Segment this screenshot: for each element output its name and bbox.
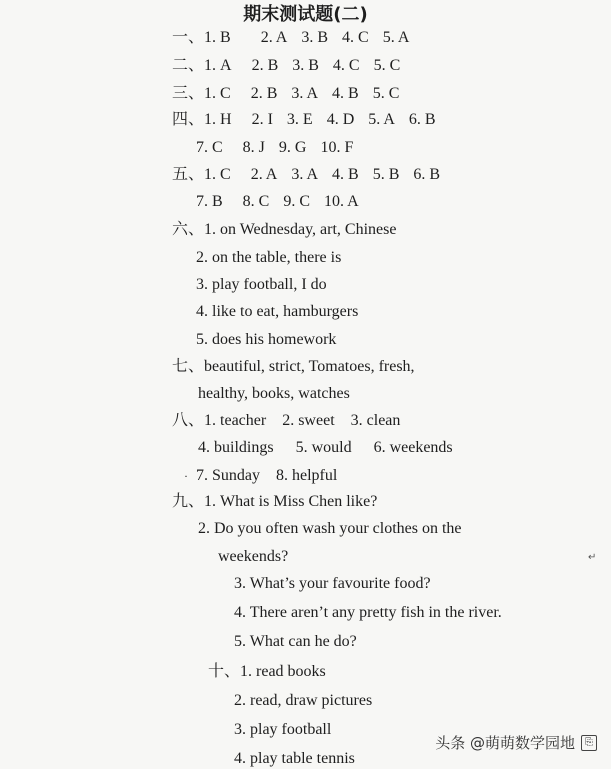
answer-item: 1. B bbox=[204, 29, 231, 46]
section-number: 四、 bbox=[172, 111, 205, 128]
answer-text: 1. What is Miss Chen like? bbox=[204, 493, 378, 510]
answer-item: 10. F bbox=[320, 139, 354, 156]
answer-item: 4. B bbox=[332, 166, 359, 183]
answer-item: 5. B bbox=[372, 166, 400, 183]
answer-item: 1. C bbox=[204, 85, 231, 102]
section-1 bbox=[172, 28, 409, 48]
answer-item: 8. J bbox=[242, 139, 265, 156]
answer-item: 1. H bbox=[204, 111, 232, 128]
section-9-line-3: 3. What’s your favourite food? bbox=[234, 575, 431, 592]
answer-item: 5. A bbox=[368, 111, 395, 128]
answer-item: 9. C bbox=[283, 193, 311, 210]
section-5-row-2 bbox=[196, 192, 359, 212]
answer-item: 3. B bbox=[301, 29, 329, 46]
answer-item: 2. sweet bbox=[282, 412, 335, 429]
answer-item: 4. buildings bbox=[198, 439, 274, 456]
section-4-row-2 bbox=[196, 138, 353, 158]
answer-item: 5. C bbox=[372, 85, 400, 102]
answer-item: 3. clean bbox=[350, 412, 401, 429]
section-8-row-1 bbox=[172, 411, 400, 431]
section-6-line-3: 3. play football, I do bbox=[196, 276, 327, 293]
answer-item: 7. Sunday bbox=[196, 467, 260, 484]
answer-item: 2. A bbox=[260, 29, 288, 46]
answer-item: 3. A bbox=[291, 85, 319, 102]
section-6-line-4: 4. like to eat, hamburgers bbox=[196, 303, 359, 320]
answer-item: 6. weekends bbox=[373, 439, 453, 456]
answer-item: 1. A bbox=[204, 57, 232, 74]
answer-item: 6. B bbox=[408, 111, 436, 128]
answer-item: 1. teacher bbox=[204, 412, 267, 429]
answer-item: 10. A bbox=[324, 193, 359, 210]
answer-text: beautiful, strict, Tomatoes, fresh, bbox=[204, 358, 415, 375]
answer-item: 4. C bbox=[342, 29, 369, 46]
section-number: 十、 bbox=[208, 663, 241, 680]
section-6-line-5: 5. does his homework bbox=[196, 331, 337, 348]
page-title: 期末测试题(二) bbox=[243, 4, 368, 25]
answer-item: 8. helpful bbox=[276, 467, 338, 484]
section-9-line-4: 4. There aren’t any pretty fish in the river. bbox=[234, 604, 502, 621]
answer-item: 4. B bbox=[332, 85, 359, 102]
section-9-line-1 bbox=[172, 492, 377, 512]
watermark bbox=[435, 732, 597, 753]
section-9-line-2: 2. Do you often wash your clothes on the bbox=[198, 520, 462, 537]
answer-text: 1. read books bbox=[240, 663, 326, 680]
paragraph-mark-icon: ↵ bbox=[588, 552, 597, 563]
section-number: 九、 bbox=[172, 493, 205, 510]
answer-item: 2. I bbox=[251, 111, 273, 128]
section-10-line-4: 4. play table tennis bbox=[234, 750, 355, 767]
section-number: 八、 bbox=[172, 412, 205, 429]
answer-item: 2. B bbox=[250, 85, 278, 102]
answer-item: 3. B bbox=[292, 57, 319, 74]
section-number: 五、 bbox=[172, 166, 205, 183]
answer-item: 4. C bbox=[332, 57, 360, 74]
section-7-line-1 bbox=[172, 357, 415, 377]
section-6-line-2: 2. on the table, there is bbox=[196, 249, 342, 266]
section-6-line-1 bbox=[172, 220, 396, 240]
copy-icon bbox=[581, 735, 597, 751]
section-4-row-1 bbox=[172, 110, 436, 130]
answer-item: 5. would bbox=[295, 439, 352, 456]
answer-item: 2. B bbox=[251, 57, 279, 74]
section-9-line-5: 5. What can he do? bbox=[234, 633, 357, 650]
section-10-line-2: 2. read, draw pictures bbox=[234, 692, 373, 709]
answer-item: 3. E bbox=[286, 111, 313, 128]
section-number: 二、 bbox=[172, 57, 205, 74]
section-10-line-1 bbox=[208, 662, 326, 682]
answer-text: 1. on Wednesday, art, Chinese bbox=[204, 221, 397, 238]
answer-item: 3. A bbox=[291, 166, 319, 183]
section-number: 七、 bbox=[172, 358, 205, 375]
answer-item: 7. C bbox=[196, 139, 223, 156]
section-number: 一、 bbox=[172, 29, 205, 46]
answer-item: 8. C bbox=[242, 193, 270, 210]
answer-item: 5. C bbox=[373, 57, 401, 74]
section-5-row-1 bbox=[172, 165, 440, 185]
section-number: 六、 bbox=[172, 221, 205, 238]
answer-item: 7. B bbox=[196, 193, 223, 210]
section-9-line-2-cont: weekends? bbox=[218, 548, 289, 565]
answer-item: 9. G bbox=[278, 139, 307, 156]
answer-item: 5. A bbox=[382, 29, 410, 46]
section-7-line-2: healthy, books, watches bbox=[198, 385, 350, 402]
section-8-row-2 bbox=[198, 438, 453, 458]
watermark-text: 头条 @萌萌数学园地 bbox=[435, 734, 575, 752]
section-10-line-3: 3. play football bbox=[234, 721, 332, 738]
answer-item: 6. B bbox=[413, 166, 441, 183]
answer-item: 4. D bbox=[326, 111, 355, 128]
section-8-row-3 bbox=[184, 466, 337, 486]
section-2 bbox=[172, 56, 400, 76]
section-number: 三、 bbox=[172, 85, 205, 102]
answer-item: 1. C bbox=[204, 166, 231, 183]
answer-item: 2. A bbox=[250, 166, 278, 183]
stray-dot: · bbox=[184, 469, 188, 483]
section-3 bbox=[172, 84, 399, 104]
